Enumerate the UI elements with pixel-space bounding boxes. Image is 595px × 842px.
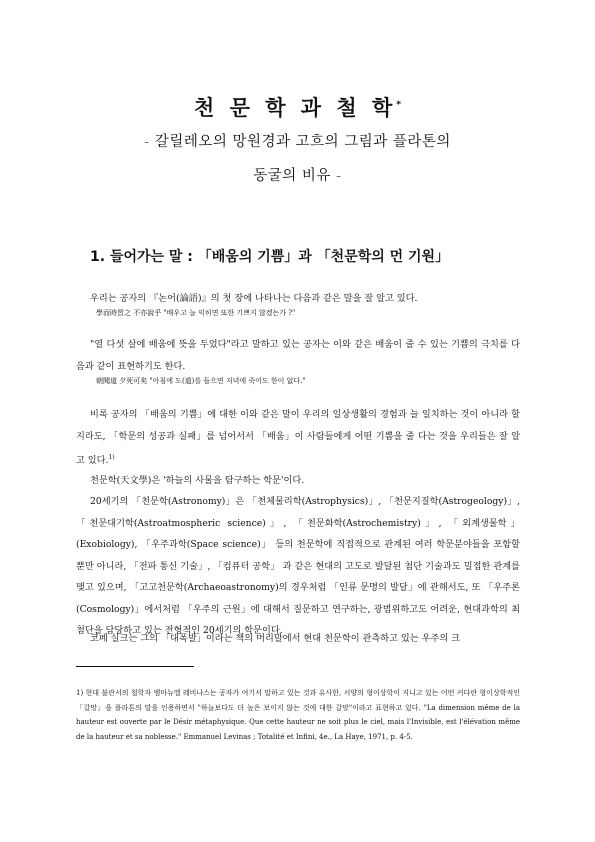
title-footnote-mark: * — [396, 100, 401, 110]
paragraph-5 — [76, 491, 520, 642]
footnote — [76, 686, 520, 744]
paragraph-6-text: 코페 실크는 그의 「대폭발」이라는 책의 머리말에서 현대 천문학이 관측하고 있는 우주의 크 — [90, 633, 461, 644]
title-text: 천 문 학 과 철 학 — [194, 96, 397, 120]
footnote-mark: 1) — [76, 689, 84, 697]
paragraph-4-text: 천문학(天文學)은 '하늘의 사물을 탐구하는 학문'이다. — [90, 475, 305, 486]
footnote-text: 현대 불란서의 철학자 엠마뉴엘 레비나스는 공자가 여기서 말하고 있는 것과 유사한, 서양의 형이상학이 지니고 있는 어떤 커다란 형이상학적인 「갈망」을 플라톤의 말을 인용하면서 "하늘보다도 더 높은 보이지 않는 것에 대한 갈망"이라고 표현하고 있다. "La dimension même de la hauteur est ouverte par le Désir métaphysique. Que cette hauteur ne soit plus le ciel, mais l'Invisible, est l'élévation même de la hauteur et sa noblesse." Emmanuel Levinas ; Totalité et Infini, 4e., La Haye, 1971, p. 4-5. — [76, 689, 520, 741]
paragraph-3-text: 비록 공자의 「배움의 기쁨」에 대한 이와 같은 말이 우리의 일상생활의 경험과 늘 일치하는 것이 아니라 할지라도, 「학문의 성공과 실패」를 넘어서서 「배움」이 사람들에게 어떤 기쁨을 줄 다는 것을 우리들은 잘 알고 있다. — [76, 409, 520, 467]
paper-title — [0, 92, 595, 122]
footnote-rule — [76, 666, 194, 667]
paragraph-2-text: "열 다섯 살에 배움에 뜻을 두었다"라고 말하고 있는 공자는 이와 같은 배움이 줄 수 있는 기쁨의 극치를 다음과 같이 표현하기도 한다. — [76, 339, 520, 372]
subtitle-line-1: - 갈릴레오의 망원경과 고흐의 그림과 플라톤의 — [144, 134, 451, 150]
section-heading: 1. 들어가는 말 : 「배움의 기쁨」과 「천문학의 먼 기원」 — [90, 249, 450, 265]
paragraph-3 — [76, 404, 520, 472]
paragraph-1-text: 우리는 공자의 『논어(論語)』의 첫 장에 나타나는 다음과 같은 말을 잘 알고 있다. — [90, 293, 418, 304]
paragraph-1 — [76, 288, 520, 310]
quote-1: 學而時習之 不亦說乎 "배우고 늘 익히면 또한 기쁘지 않겠는가 ?" — [96, 309, 296, 317]
paragraph-6 — [76, 628, 520, 650]
footnote-ref: 1) — [108, 454, 115, 461]
subtitle-line-2: 동굴의 비유 - — [253, 168, 342, 184]
paragraph-4 — [76, 470, 520, 492]
paragraph-2 — [76, 334, 520, 377]
paragraph-5-text: 20세기의 「천문학(Astronomy)」은 「천체물리학(Astrophysics)」, 「천문지질학(Astrogeology)」, 「천문대기학(Astroatmospheric science)」, 「천문화학(Astrochemistry)」, 「외계생물학」(Exobiology), 「우주과학(Space science)」 등의 천문학에 직접적으로 관계된 여러 학문분야들을 포함할 뿐만 아니라, 「전파 통신 기술」, 「컴퓨터 공학」 과 같은 현대의 고도로 발달된 첨단 기술과도 밀접한 관계를 맺고 있으며, 「고고천문학(Archaeoastronomy)의 경우처럼 「인류 문명의 발달」에 관해서도, 또 「우주론(Cosmology)」에서처럼 「우주의 근원」에 대해서 질문하고 연구하는, 광범위하고도 어려운, 현대과학의 최첨단을 담당하고 있는 전형적인 20세기의 학문이다. — [76, 496, 520, 636]
quote-2: 朝聞道 夕死可矣 "아침에 도(道)를 들으면 저녁에 죽어도 한이 없다." — [96, 377, 306, 385]
